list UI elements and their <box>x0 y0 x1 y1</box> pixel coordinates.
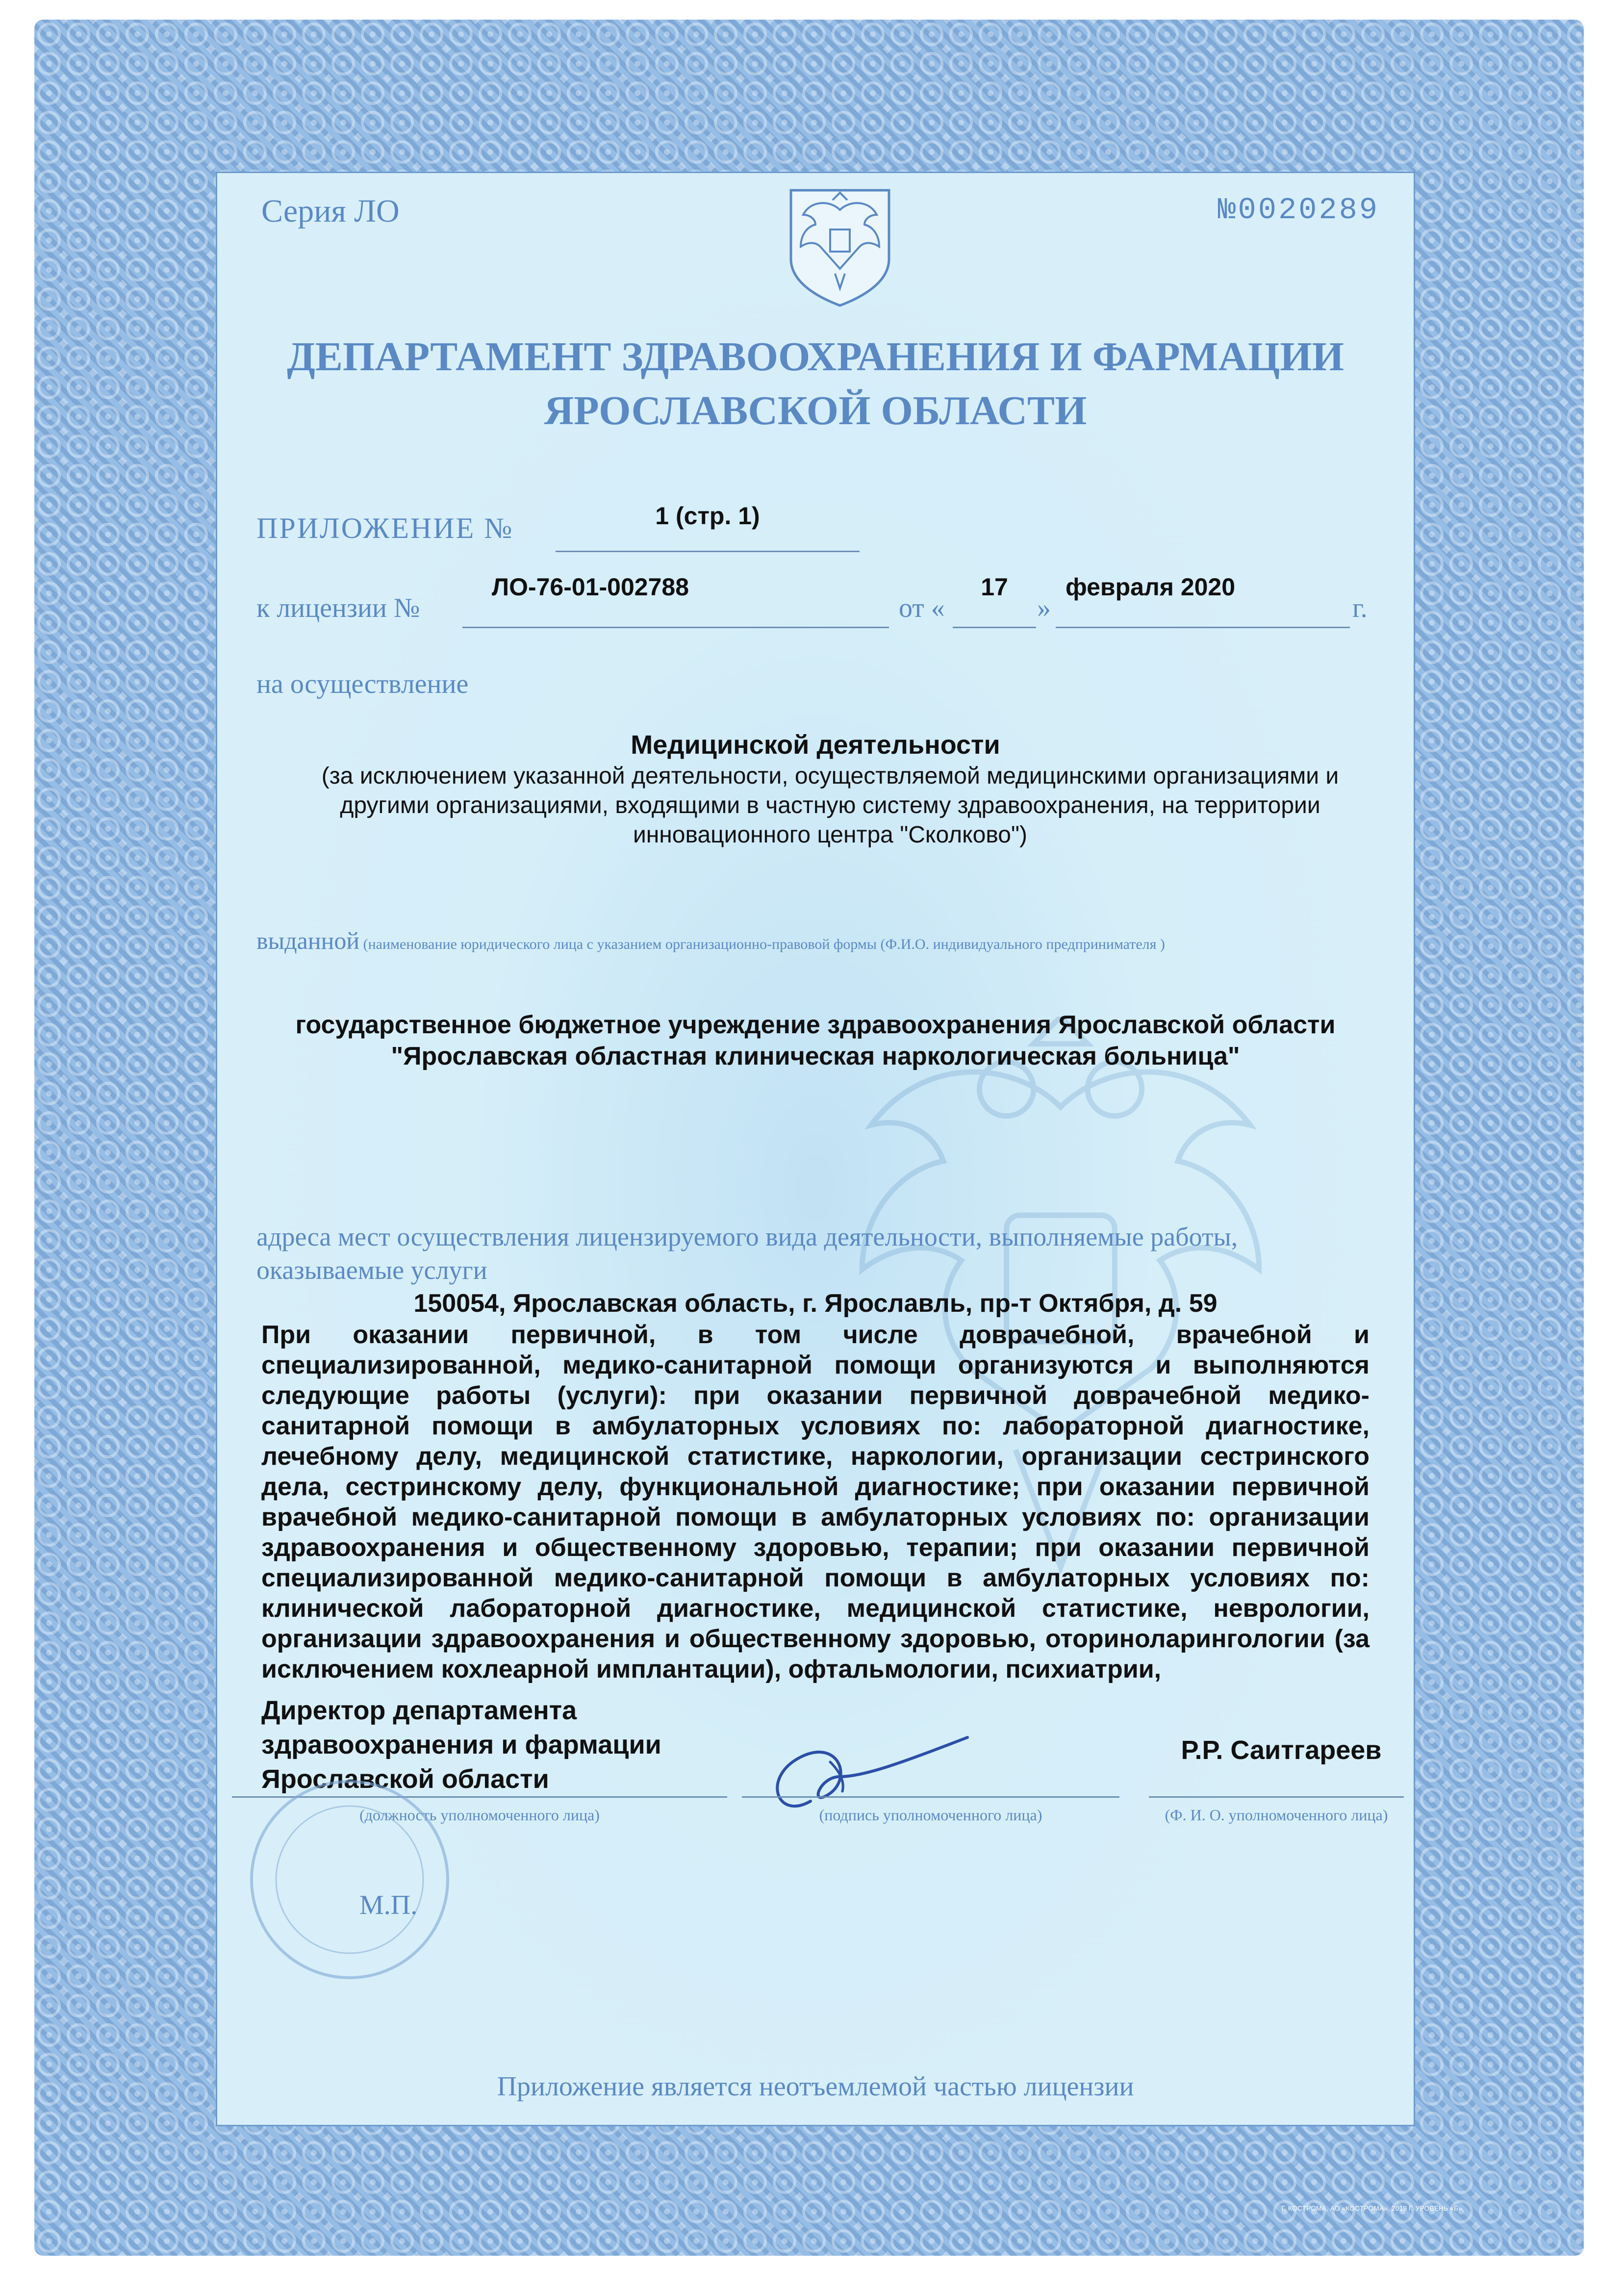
handwritten-signature <box>757 1703 1012 1850</box>
position-caption: (должность уполномоченного лица) <box>359 1806 600 1824</box>
activity-note: (за исключением указанной деятельности, осуществляемой медицинскими организациями и другими организациями, входящими в частную систему здравоохранения, на территории инновационного центра "Сколково") <box>321 763 1339 848</box>
address-value: 150054, Ярославская область, г. Ярославль, пр-т Октября, д. 59 <box>413 1289 1218 1318</box>
issued-hint: (наименование юридического лица с указанием организационно-правовой формы (Ф.И.О. индивидуального предпринимателя ) <box>363 936 1165 952</box>
signatory-name: Р.Р. Саитгареев <box>1181 1735 1382 1765</box>
address-label: адреса мест осуществления лицензируемого вида деятельности, выполняемые работы, оказываемые услуги <box>256 1222 1238 1285</box>
name-underline <box>1149 1796 1404 1798</box>
signatory-position-line1: Директор департамента <box>261 1696 577 1725</box>
annex-number: 1 (стр. 1) <box>655 502 760 530</box>
license-number-underline <box>462 627 889 628</box>
annex-label: ПРИЛОЖЕНИЕ № <box>256 512 514 544</box>
signatory-position-line2: здравоохранения и фармации <box>261 1730 661 1759</box>
license-number: ЛО-76-01-002788 <box>492 573 689 601</box>
date-day-close: » <box>1037 593 1051 623</box>
footer-note: Приложение является неотъемлемой частью лицензии <box>497 2071 1134 2102</box>
license-label: к лицензии № <box>256 593 420 623</box>
activity-label: на осуществление <box>256 669 469 699</box>
license-day: 17 <box>981 573 1008 601</box>
activity-title: Медицинской деятельности <box>631 730 1000 760</box>
signature-underline <box>742 1796 1119 1798</box>
day-underline <box>953 627 1036 628</box>
organization-name-line1: государственное бюджетное учреждение здравоохранения Ярославской области <box>295 1011 1336 1039</box>
series-label: Серия ЛО <box>261 193 400 229</box>
form-number: №0020289 <box>1218 193 1379 228</box>
department-title-line2: ЯРОСЛАВСКОЙ ОБЛАСТИ <box>544 388 1087 433</box>
printer-imprint: Г. КОСТРОМА, АО «КОСТРОМА», 2019 Г. УРОВЕНЬ «Б» <box>1281 2204 1462 2212</box>
issued-label: выданной <box>256 927 360 954</box>
organization-name <box>217 1009 1414 1072</box>
annex-underline <box>556 551 860 552</box>
license-month-year: февраля 2020 <box>1066 573 1236 601</box>
year-suffix: г. <box>1352 593 1368 623</box>
round-stamp <box>247 1777 453 1983</box>
date-from-label: от « <box>899 593 945 623</box>
signature-caption: (подпись уполномоченного лица) <box>819 1806 1042 1824</box>
signatory-position-line3: Ярославской области <box>261 1764 549 1794</box>
name-caption: (Ф. И. О. уполномоченного лица) <box>1165 1806 1388 1824</box>
coat-of-arms-icon <box>786 185 894 308</box>
document-body <box>216 172 1415 2126</box>
works-list: При оказании первичной, в том числе доврачебной, врачебной и специализированной, медико-санитарной помощи организуются и выполняются следующие работы (услуги): при оказании первичной доврачебной медико-санитарной помощи в амбулаторных условиях по: лабораторной диагностике, лечебному делу, медицинской статистике, наркологии, организации сестринского дела, сестринскому делу, функциональной диагностике; при оказании первичной врачебной медико-санитарной помощи в амбулаторных условиях по: организации здравоохранения и общественному здоровью, терапии; при оказании первичной специализированной медико-санитарной помощи в амбулаторных условиях по: клинической лабораторной диагностике, медицинской статистике, неврологии, организации здравоохранения и общественному здоровью, оториноларингологии (за исключением кохлеарной имплантации), офтальмологии, психиатрии, <box>261 1321 1370 1683</box>
department-title-line1: ДЕПАРТАМЕНТ ЗДРАВООХРАНЕНИЯ И ФАРМАЦИИ <box>287 334 1344 380</box>
organization-name-line2: "Ярославская областная клиническая наркологическая больница" <box>391 1042 1240 1071</box>
issued-label-block <box>256 927 1355 954</box>
stamp-place-label: М.П. <box>359 1890 418 1920</box>
month-year-underline <box>1056 627 1350 628</box>
